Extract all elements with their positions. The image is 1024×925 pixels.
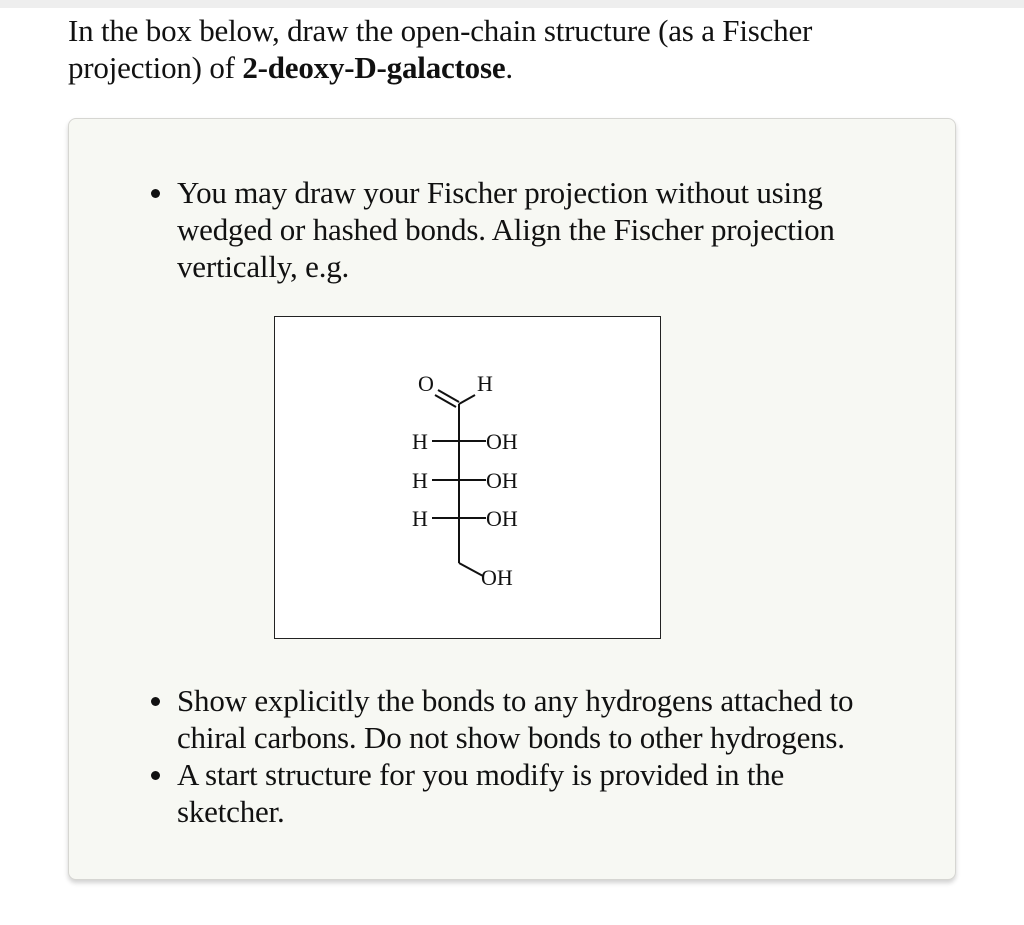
- row2-left: H: [412, 468, 428, 493]
- example-fischer-projection: [274, 316, 661, 639]
- instruction-list-top: [149, 174, 879, 285]
- row3-right: OH: [486, 506, 518, 531]
- top-bar: [0, 0, 1024, 8]
- instruction-item: Show explicitly the bonds to any hydrogens attached to chiral carbons. Do not show bonds to other hydrogens.: [149, 682, 879, 756]
- question-text: [68, 12, 948, 86]
- aldehyde-h-label: H: [477, 371, 493, 396]
- question-suffix: .: [505, 50, 513, 85]
- bottom-oh-label: OH: [481, 565, 513, 590]
- instruction-item: A start structure for you modify is provided in the sketcher.: [149, 756, 879, 830]
- compound-name: 2-deoxy-D-galactose: [242, 50, 506, 85]
- row1-left: H: [412, 429, 428, 454]
- row1-right: OH: [486, 429, 518, 454]
- fischer-projection-diagram: [275, 317, 660, 637]
- question-prefix: In the box below, draw the open-chain structure (as a Fischer projection) of: [68, 13, 813, 85]
- row3-left: H: [412, 506, 428, 531]
- instruction-item: You may draw your Fischer projection without using wedged or hashed bonds. Align the Fischer projection vertically, e.g.: [149, 174, 879, 285]
- instructions-panel: [68, 118, 956, 880]
- row2-right: OH: [486, 468, 518, 493]
- oxygen-label: O: [418, 371, 434, 396]
- instruction-list-bottom: [149, 682, 879, 830]
